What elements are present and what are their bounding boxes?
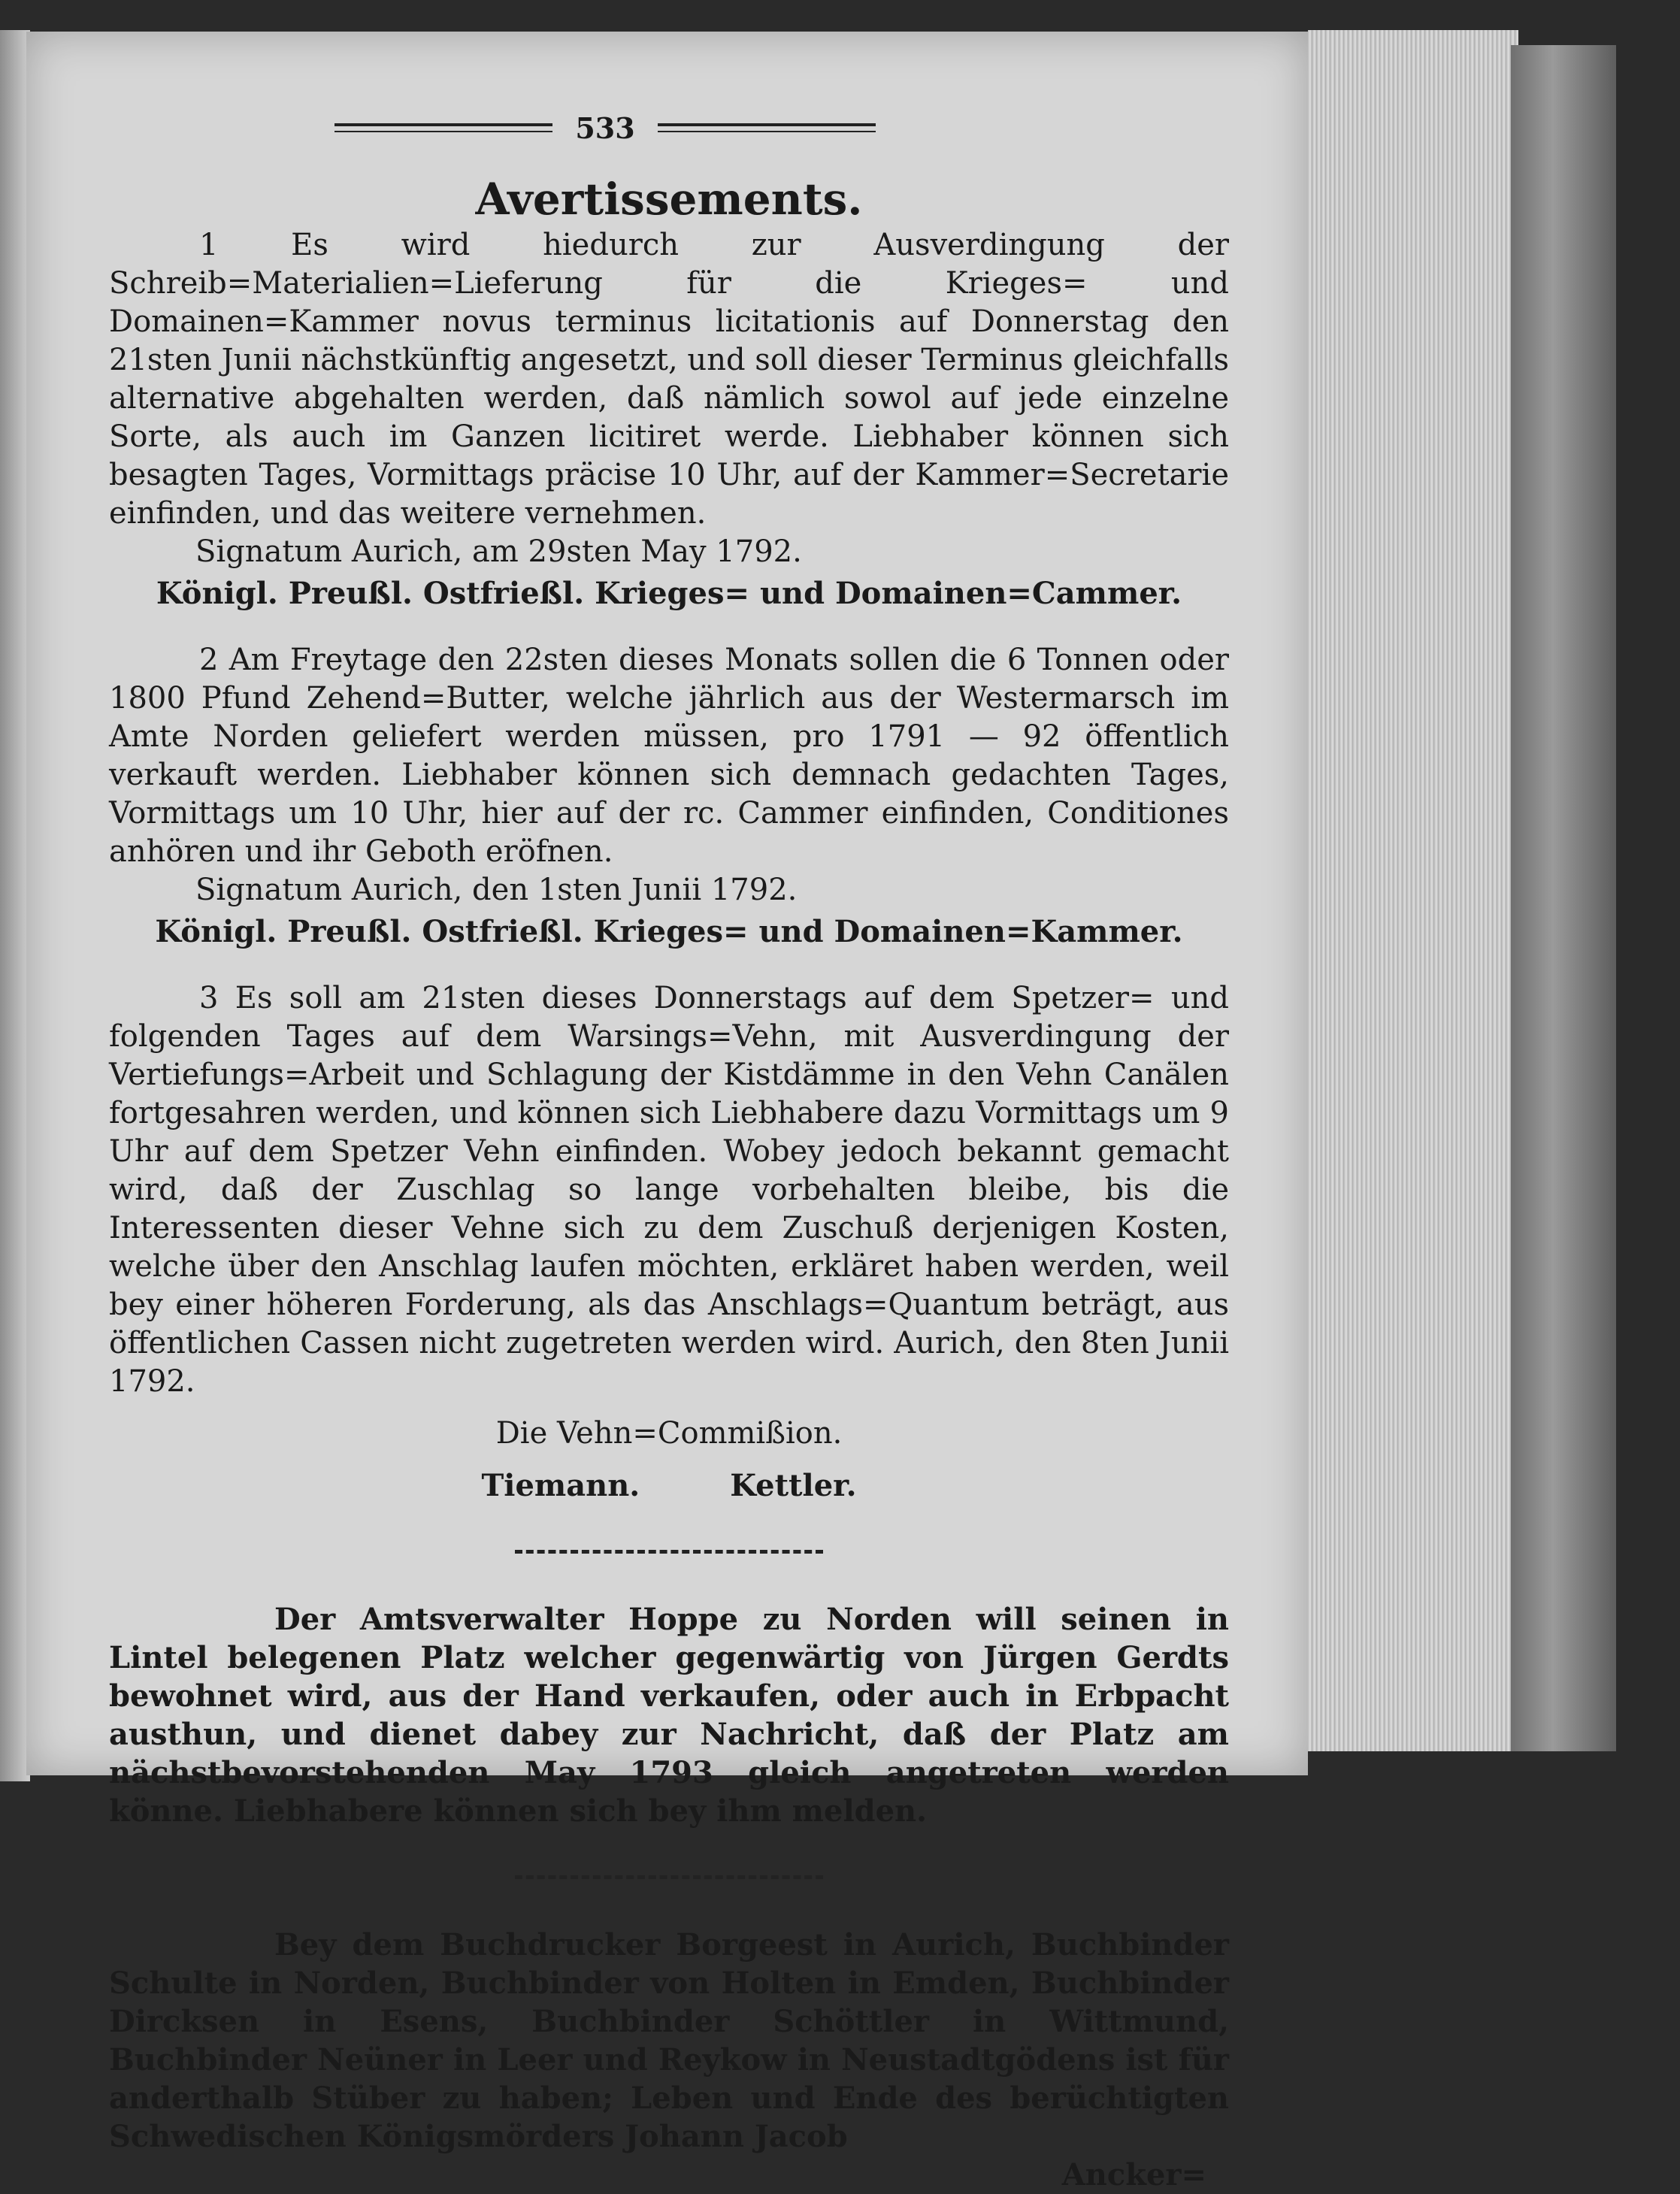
issuing-authority: Königl. Preußl. Ostfrießl. Krieges= und Domainen=Kammer. — [155, 914, 1183, 949]
notice-body: Bey dem Buchdrucker Borgeest in Aurich, Buchbinder Schulte in Norden, Buchbinder von Holten in Emden, Buchbinder Dircksen in Esens, Buchbinder Schöttler in Wittmund, Buchbinder Neüner in Leer und Reykow in Neustadtgödens ist für anderthalb Stüber zu haben; Leben und Ende des berüchtigten Schwedischen Königsmörders Johann Jacob — [109, 1927, 1229, 2154]
notice-body: Der Amtsverwalter Hoppe zu Norden will seinen in Lintel belegenen Platz welcher gegenwärtig von Jürgen Gerdts bewohnet wird, aus der Hand verkaufen, oder auch in Erbpacht austhun, und dienet dabey zur Nachricht, daß der Platz am nächstbevorstehenden May 1793 gleich angetreten werden könne. Liebhabere können sich bey ihm melden. — [109, 1602, 1229, 1829]
page-number: 533 — [575, 110, 635, 145]
advertisement-body: 3 Es soll am 21sten dieses Donnerstags auf dem Spetzer= und folgenden Tages auf dem Warsings=Vehn, mit Ausverdingung der Vertiefungs=Arbeit und Schlagung der Kistdämme in den Vehn Canälen fortgesahren werden, und können sich Liebhabere dazu Vormittags um 9 Uhr auf dem Spetzer Vehn einfinden. Wobey jedoch bekannt gemacht wird, daß der Zuschlag so lange vorbehalten bleibe, bis die Interessenten dieser Vehne sich zu dem Zuschuß derjenigen Kosten, welche über den Anschlag laufen möchten, erkläret haben werden, weil bey einer höheren Forderung, als das Anschlags=Quantum beträgt, aus öffentlichen Cassen nicht zugetreten werden wird. Aurich, den 8ten Junii 1792. — [109, 981, 1229, 1399]
signatum: Signatum Aurich, den 1sten Junii 1792. — [195, 873, 798, 907]
advertisement-1 — [109, 226, 1229, 613]
advertisement-2 — [109, 641, 1229, 951]
catchword: Ancker= — [1061, 2157, 1206, 2192]
book-cover — [1511, 45, 1616, 1751]
separator-rule — [515, 1875, 823, 1879]
signatory: Tiemann. — [481, 1468, 640, 1503]
header-rule-right — [658, 123, 876, 132]
notice-hoppe — [109, 1600, 1229, 1830]
page-content — [109, 98, 1229, 2194]
commission: Die Vehn=Commißion. — [495, 1416, 843, 1451]
advertisement-3 — [109, 979, 1229, 1505]
advertisement-body: 1 Es wird hiedurch zur Ausverdingung der Schreib=Materialien=Lieferung für die Krieges= und Domainen=Kammer novus terminus licitationis auf Donnerstag den 21sten Junii nächstkünftig angesetzt, und soll dieser Terminus gleichfalls alternative abgehalten werden, daß nämlich sowol auf jede einzelne Sorte, als auch im Ganzen licitiret werde. Liebhaber können sich besagten Tages, Vormittags präcise 10 Uhr, auf der Kammer=Secretarie einfinden, und das weitere vernehmen. — [109, 228, 1229, 531]
section-title: Avertissements. — [475, 174, 863, 225]
separator-rule — [515, 1550, 823, 1554]
signatum: Signatum Aurich, am 29sten May 1792. — [195, 534, 802, 569]
header-rule-left — [334, 123, 552, 132]
left-page-edge — [0, 30, 30, 1781]
page-header — [334, 98, 876, 158]
advertisement-body: 2 Am Freytage den 22sten dieses Monats sollen die 6 Tonnen oder 1800 Pfund Zehend=Butter, welche jährlich aus der Westermarsch im Amte Norden geliefert werden müssen, pro 1791 — 92 öffentlich verkauft werden. Liebhaber können sich demnach gedachten Tages, Vormittags um 10 Uhr, hier auf der rc. Cammer einfinden, Conditiones anhören und ihr Geboth eröfnen. — [109, 643, 1229, 869]
issuing-authority: Königl. Preußl. Ostfrießl. Krieges= und Domainen=Cammer. — [156, 576, 1182, 611]
page-block-edge — [1308, 30, 1518, 1751]
signatory: Kettler. — [730, 1468, 857, 1503]
signatories — [109, 1466, 1229, 1505]
notice-booksellers — [109, 1926, 1229, 2156]
